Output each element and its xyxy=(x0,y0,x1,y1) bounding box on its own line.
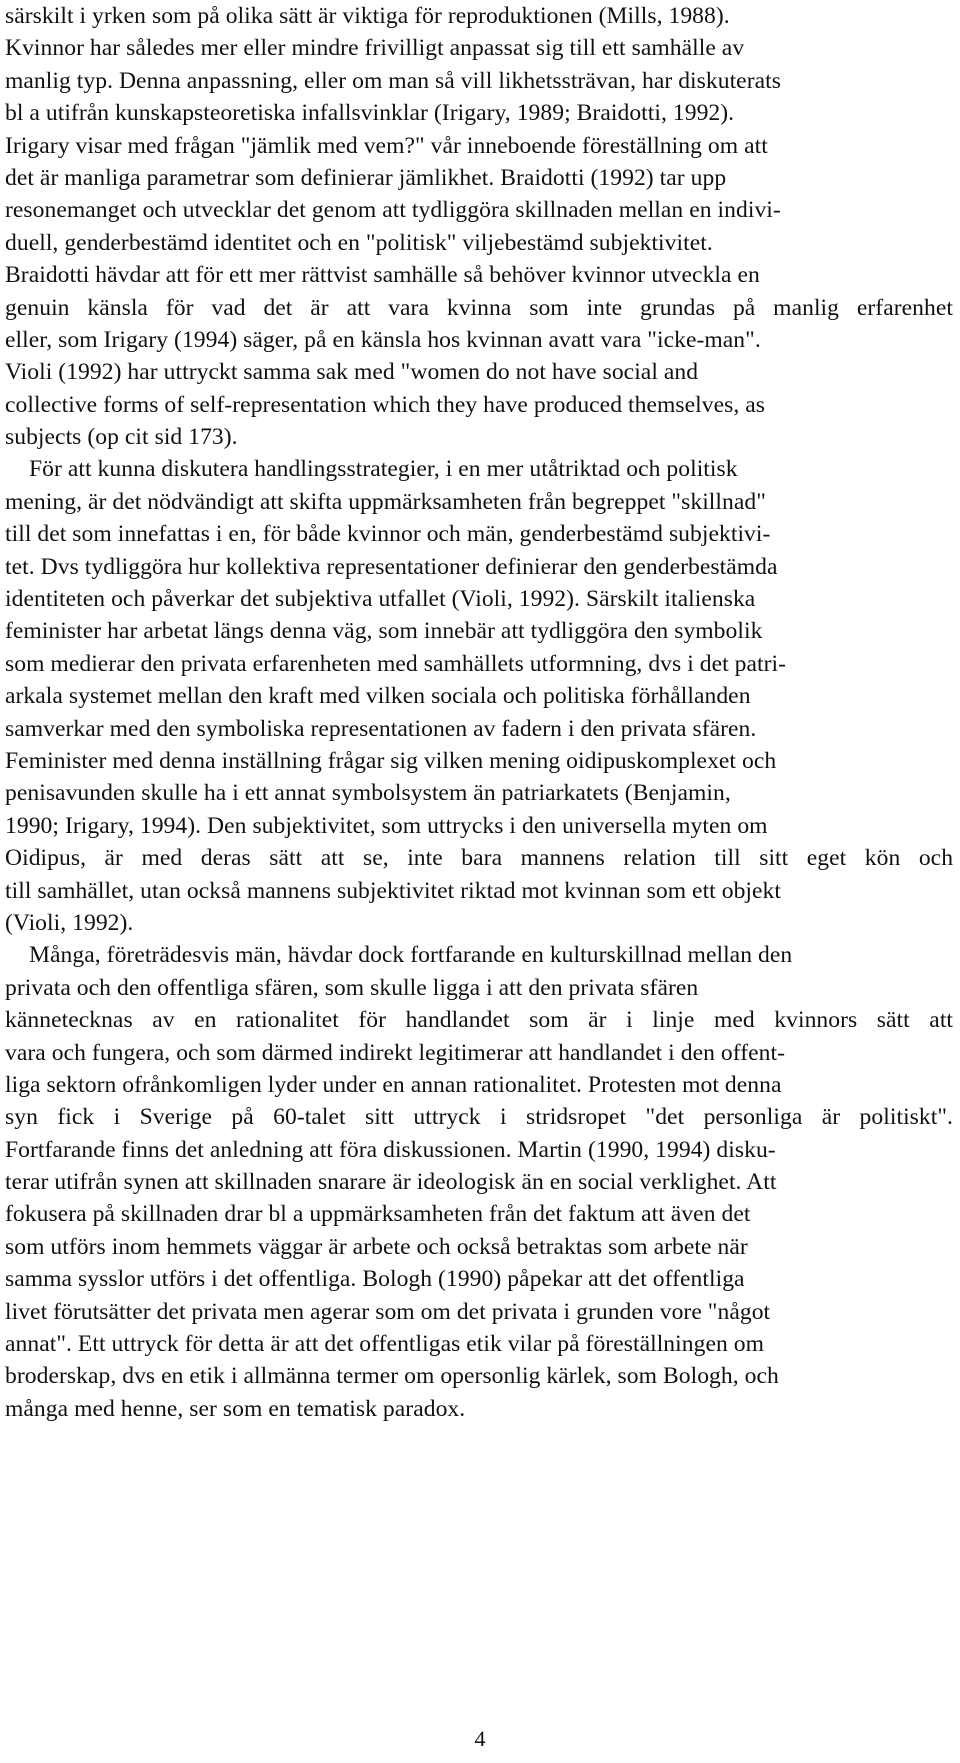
text-line: collective forms of self-representation which they have produced themselves, as xyxy=(5,391,765,418)
text-line: många med henne, ser som en tematisk paradox. xyxy=(5,1395,466,1422)
text-line: Irigary visar med frågan "jämlik med vem?" vår inneboende föreställning om att xyxy=(5,132,768,159)
text-line: som utförs inom hemmets väggar är arbete och också betraktas som arbete när xyxy=(5,1233,748,1260)
text-line: terar utifrån synen att skillnaden snarare är ideologisk än en social verklighet. Att xyxy=(5,1169,777,1196)
text-line: det är manliga parametrar som definierar jämlikhet. Braidotti (1992) tar upp xyxy=(5,164,727,191)
text-line: mening, är det nödvändigt att skifta uppmärksamheten från begreppet "skillnad" xyxy=(5,488,766,515)
text-line: vara och fungera, och som därmed indirekt legitimerar att handlandet i den offent- xyxy=(5,1039,785,1066)
text-line: För att kunna diskutera handlingsstrategier, i en mer utåtriktad och politisk xyxy=(29,456,738,483)
text-line: duell, genderbestämd identitet och en "politisk" viljebestämd subjektivitet. xyxy=(5,229,713,256)
text-line: Oidipus, är med deras sätt att se, inte bara mannens relation till sitt eget kön och xyxy=(5,845,954,872)
text-line: resonemanget och utvecklar det genom att tydliggöra skillnaden mellan en indivi- xyxy=(5,197,781,224)
text-line: till det som innefattas i en, för både kvinnor och män, genderbestämd subjektivi- xyxy=(5,521,771,548)
text-line: samverkar med den symboliska representationen av fadern i den privata sfären. xyxy=(5,715,757,742)
text-line: Violi (1992) har uttryckt samma sak med "women do not have social and xyxy=(5,359,699,386)
text-line: Många, företrädesvis män, hävdar dock fortfarande en kulturskillnad mellan den xyxy=(29,942,793,969)
text-line: livet förutsätter det privata men agerar som om det privata i grunden vore "något xyxy=(5,1298,771,1325)
text-line: som medierar den privata erfarenheten med samhällets utformning, dvs i det patri- xyxy=(5,650,787,677)
text-line: tet. Dvs tydliggöra hur kollektiva representationer definierar den genderbestämda xyxy=(5,553,778,580)
text-line: kännetecknas av en rationalitet för handlandet som är i linje med kvinnors sätt att xyxy=(5,1007,954,1034)
text-line: manlig typ. Denna anpassning, eller om man så vill likhetssträvan, har diskuterats xyxy=(5,67,781,94)
text-line: genuin känsla för vad det är att vara kvinna som inte grundas på manlig erfarenhet xyxy=(5,294,953,321)
body-text xyxy=(5,0,953,1425)
text-line: fokusera på skillnaden drar bl a uppmärksamheten från det faktum att även det xyxy=(5,1201,751,1228)
text-line: syn fick i Sverige på 60-talet sitt uttryck i stridsropet "det personliga är politiskt". xyxy=(5,1104,953,1131)
text-line: Kvinnor har således mer eller mindre frivilligt anpassat sig till ett samhälle av xyxy=(5,35,745,62)
text-line: till samhället, utan också mannens subjektivitet riktad mot kvinnan som ett objekt xyxy=(5,877,781,904)
text-line: liga sektorn ofrånkomligen lyder under en annan rationalitet. Protesten mot denna xyxy=(5,1071,782,1098)
text-line: Fortfarande finns det anledning att föra diskussionen. Martin (1990, 1994) disku- xyxy=(5,1136,776,1163)
text-line: särskilt i yrken som på olika sätt är viktiga för reproduktionen (Mills, 1988). xyxy=(5,3,730,29)
paragraph xyxy=(5,0,953,453)
text-line: eller, som Irigary (1994) säger, på en känsla hos kvinnan avatt vara "icke-man". xyxy=(5,326,761,353)
text-line: arkala systemet mellan den kraft med vilken sociala och politiska förhållanden xyxy=(5,683,751,710)
text-line: bl a utifrån kunskapsteoretiska infallsvinklar (Irigary, 1989; Braidotti, 1992). xyxy=(5,100,735,127)
paragraph xyxy=(5,939,953,1425)
text-line: privata och den offentliga sfären, som skulle ligga i att den privata sfären xyxy=(5,974,699,1001)
text-line: 1990; Irigary, 1994). Den subjektivitet, som uttrycks i den universella myten om xyxy=(5,812,768,839)
paragraph xyxy=(5,453,953,939)
text-line: Braidotti hävdar att för ett mer rättvist samhälle så behöver kvinnor utveckla en xyxy=(5,262,760,289)
text-line: samma sysslor utförs i det offentliga. Bologh (1990) påpekar att det offentliga xyxy=(5,1266,745,1293)
text-line: broderskap, dvs en etik i allmänna termer om opersonlig kärlek, som Bologh, och xyxy=(5,1363,779,1390)
text-line: (Violi, 1992). xyxy=(5,909,134,936)
text-line: feminister har arbetat längs denna väg, som innebär att tydliggöra den symbolik xyxy=(5,618,763,645)
text-line: identiteten och påverkar det subjektiva utfallet (Violi, 1992). Särskilt italienska xyxy=(5,586,756,613)
page-number: 4 xyxy=(474,1726,486,1751)
text-line: subjects (op cit sid 173). xyxy=(5,424,238,451)
text-line: annat". Ett uttryck för detta är att det offentligas etik vilar på föreställningen om xyxy=(5,1331,765,1358)
text-line: Feminister med denna inställning frågar sig vilken mening oidipuskomplexet och xyxy=(5,747,777,774)
text-line: penisavunden skulle ha i ett annat symbolsystem än patriarkatets (Benjamin, xyxy=(5,780,731,807)
